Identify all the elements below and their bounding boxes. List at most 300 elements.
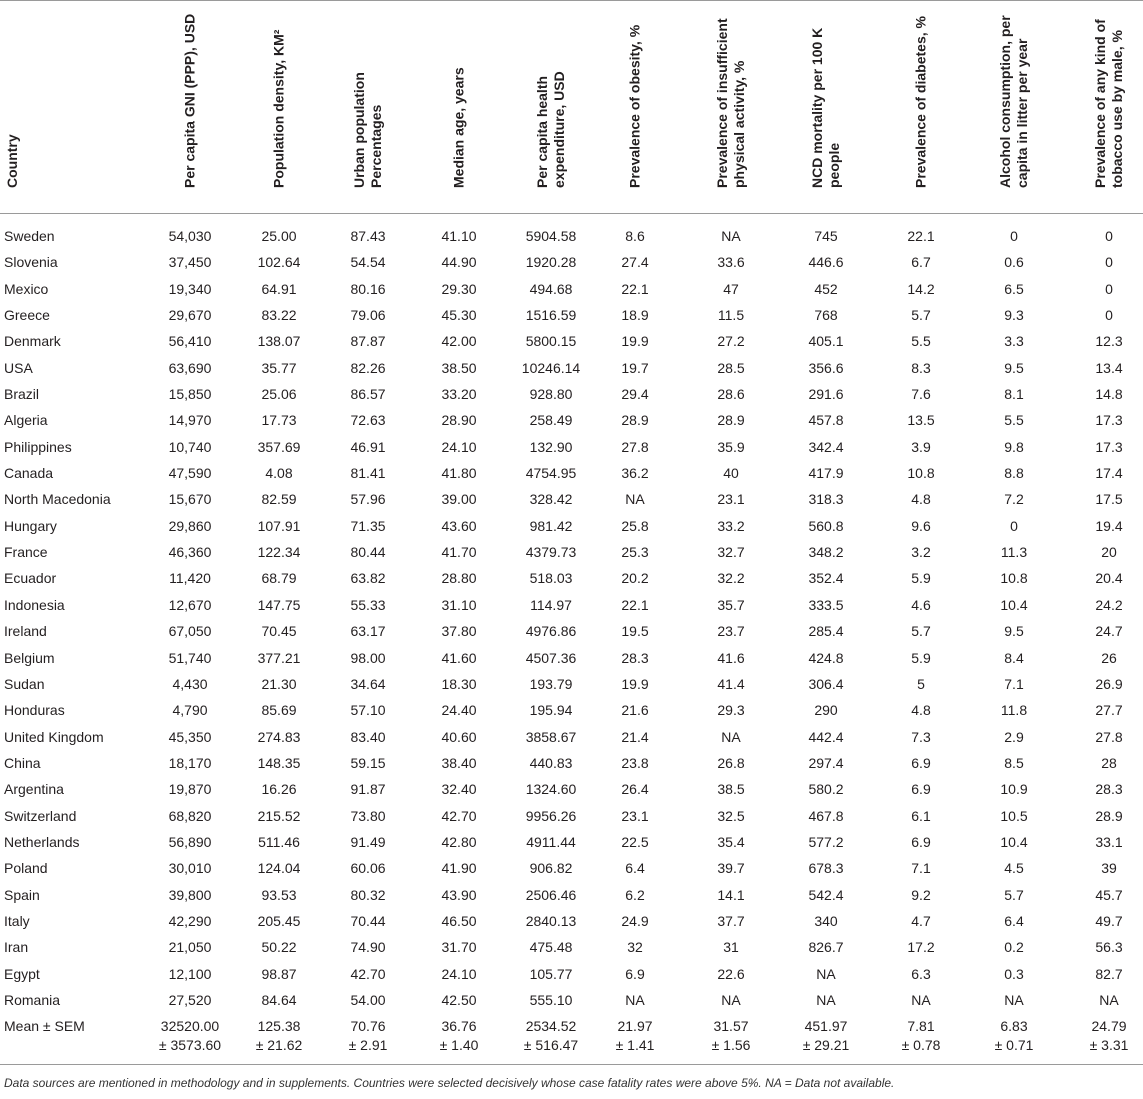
value-cell: 745 bbox=[814, 228, 838, 244]
value-cell: 56,410 bbox=[168, 333, 212, 350]
value-cell: 518.03 bbox=[529, 570, 573, 587]
value-cell: 132.90 bbox=[529, 438, 573, 455]
value-cell: 274.83 bbox=[257, 728, 301, 745]
value-cell: 107.91 bbox=[257, 517, 301, 534]
value-cell: 678.3 bbox=[808, 860, 844, 877]
value-cell: 19,870 bbox=[168, 781, 212, 798]
table-row bbox=[0, 698, 1143, 724]
value-cell: 45.7 bbox=[1095, 886, 1123, 903]
value-cell: 7.1 bbox=[1004, 675, 1024, 692]
value-cell: NA bbox=[911, 991, 931, 1008]
value-cell: 46.91 bbox=[350, 438, 386, 455]
value-cell: 41.80 bbox=[441, 465, 477, 482]
value-cell: 928.80 bbox=[529, 386, 573, 403]
value-cell: 356.6 bbox=[808, 359, 844, 376]
value-cell: 26.4 bbox=[621, 781, 649, 798]
value-cell: 37.80 bbox=[441, 623, 477, 640]
value-cell: 2506.46 bbox=[525, 886, 577, 903]
column-header bbox=[711, 4, 751, 188]
value-cell: 20.4 bbox=[1095, 570, 1123, 587]
value-cell: 73.80 bbox=[350, 807, 386, 824]
value-cell: 39.00 bbox=[441, 491, 477, 508]
value-cell: 25.3 bbox=[621, 544, 649, 561]
country-cell: Canada bbox=[4, 465, 54, 482]
value-cell: 21.30 bbox=[261, 675, 297, 692]
value-cell: 6.4 bbox=[1004, 912, 1024, 929]
value-cell: 6.7 bbox=[911, 254, 931, 271]
value-cell: NA bbox=[1099, 991, 1119, 1008]
column-header bbox=[531, 4, 571, 188]
mean-value-cell: 70.76 ± 2.91 bbox=[348, 1018, 388, 1053]
value-cell: 8.3 bbox=[911, 359, 931, 376]
value-cell: 195.94 bbox=[529, 702, 573, 719]
country-cell: Romania bbox=[4, 991, 61, 1008]
value-cell: 10,740 bbox=[168, 438, 212, 455]
value-cell: 9.8 bbox=[1004, 438, 1024, 455]
value-cell: 6.2 bbox=[625, 886, 645, 903]
country-cell: Poland bbox=[4, 860, 48, 877]
column-header-label: Alcohol consumption, per capita in litter per year bbox=[997, 15, 1030, 188]
value-cell: 28.9 bbox=[621, 412, 649, 429]
table-row bbox=[0, 461, 1143, 487]
value-cell: 7.3 bbox=[911, 728, 931, 745]
country-cell: Brazil bbox=[4, 386, 40, 403]
table-row bbox=[0, 356, 1143, 382]
value-cell: 91.87 bbox=[350, 781, 386, 798]
value-cell: 60.06 bbox=[350, 860, 386, 877]
table-row bbox=[0, 435, 1143, 461]
value-cell: 84.64 bbox=[261, 991, 297, 1008]
value-cell: 5.9 bbox=[911, 649, 931, 666]
value-cell: 54.54 bbox=[350, 254, 386, 271]
value-cell: 981.42 bbox=[529, 517, 573, 534]
value-cell: 31.70 bbox=[441, 939, 477, 956]
value-cell: 74.90 bbox=[350, 939, 386, 956]
value-cell: 4911.44 bbox=[526, 833, 576, 850]
value-cell: 27.7 bbox=[1095, 702, 1123, 719]
table-row bbox=[0, 303, 1143, 329]
value-cell: 4379.73 bbox=[525, 544, 577, 561]
value-cell: 906.82 bbox=[529, 860, 573, 877]
value-cell: 32 bbox=[627, 939, 643, 956]
country-cell: Hungary bbox=[4, 517, 57, 534]
value-cell: 10.9 bbox=[1000, 781, 1028, 798]
value-cell: 424.8 bbox=[808, 649, 844, 666]
value-cell: 26.9 bbox=[1095, 675, 1123, 692]
value-cell: 63.17 bbox=[350, 623, 386, 640]
value-cell: NA bbox=[816, 991, 836, 1008]
country-cell: Denmark bbox=[4, 333, 61, 350]
value-cell: 42.80 bbox=[441, 833, 477, 850]
value-cell: 42.00 bbox=[441, 333, 477, 350]
table-row bbox=[0, 277, 1143, 303]
value-cell: 41.10 bbox=[441, 228, 477, 244]
value-cell: 91.49 bbox=[350, 833, 386, 850]
value-cell: 297.4 bbox=[808, 754, 844, 771]
country-cell: Sweden bbox=[4, 228, 55, 244]
value-cell: 32.7 bbox=[717, 544, 745, 561]
table-row bbox=[0, 250, 1143, 276]
value-cell: 63,690 bbox=[168, 359, 212, 376]
value-cell: 442.4 bbox=[808, 728, 844, 745]
value-cell: 24.9 bbox=[621, 912, 649, 929]
value-cell: 542.4 bbox=[808, 886, 844, 903]
value-cell: 25.06 bbox=[261, 386, 297, 403]
value-cell: 0 bbox=[1010, 228, 1018, 244]
value-cell: 12,670 bbox=[168, 596, 212, 613]
value-cell: 98.00 bbox=[350, 649, 386, 666]
value-cell: 41.6 bbox=[717, 649, 745, 666]
value-cell: 70.45 bbox=[261, 623, 297, 640]
value-cell: 2.9 bbox=[1004, 728, 1024, 745]
value-cell: 357.69 bbox=[257, 438, 301, 455]
value-cell: 71.35 bbox=[350, 517, 386, 534]
column-header-label: Prevalence of insufficient physical activity, % bbox=[714, 18, 747, 188]
value-cell: 34.64 bbox=[350, 675, 386, 692]
value-cell: 10.4 bbox=[1000, 833, 1028, 850]
value-cell: NA bbox=[1004, 991, 1024, 1008]
country-cell: Greece bbox=[4, 307, 50, 324]
value-cell: 377.21 bbox=[257, 649, 301, 666]
value-cell: NA bbox=[721, 991, 741, 1008]
value-cell: 54,030 bbox=[168, 228, 212, 244]
value-cell: 46,360 bbox=[168, 544, 212, 561]
value-cell: 82.26 bbox=[350, 359, 386, 376]
value-cell: 1324.60 bbox=[525, 781, 577, 798]
value-cell: 24.10 bbox=[441, 438, 477, 455]
table-body bbox=[0, 224, 1143, 1014]
value-cell: 20.2 bbox=[621, 570, 649, 587]
column-header-label: Per capita GNI (PPP), USD bbox=[181, 13, 198, 188]
value-cell: 19.4 bbox=[1095, 517, 1123, 534]
value-cell: 68,820 bbox=[168, 807, 212, 824]
mean-value-cell: 31.57 ± 1.56 bbox=[711, 1018, 751, 1053]
value-cell: 24.40 bbox=[441, 702, 477, 719]
value-cell: 5.7 bbox=[911, 623, 931, 640]
value-cell: 333.5 bbox=[808, 596, 844, 613]
value-cell: 457.8 bbox=[808, 412, 844, 429]
value-cell: 9.2 bbox=[911, 886, 931, 903]
value-cell: 15,670 bbox=[168, 491, 212, 508]
value-cell: 35.7 bbox=[717, 596, 745, 613]
value-cell: 10.8 bbox=[1000, 570, 1028, 587]
country-cell: Mexico bbox=[4, 280, 49, 297]
value-cell: 285.4 bbox=[808, 623, 844, 640]
value-cell: 39.7 bbox=[717, 860, 745, 877]
value-cell: 7.6 bbox=[911, 386, 931, 403]
value-cell: 27.4 bbox=[621, 254, 649, 271]
table-row bbox=[0, 487, 1143, 513]
table-row bbox=[0, 646, 1143, 672]
value-cell: 55.33 bbox=[350, 596, 386, 613]
mean-value-cell: 2534.52 ± 516.47 bbox=[523, 1018, 579, 1053]
value-cell: 27.2 bbox=[717, 333, 745, 350]
country-cell: China bbox=[4, 754, 41, 771]
value-cell: 4.7 bbox=[911, 912, 931, 929]
value-cell: 4.08 bbox=[265, 465, 293, 482]
value-cell: 19,340 bbox=[168, 280, 212, 297]
value-cell: 10246.14 bbox=[521, 359, 581, 376]
value-cell: 24.10 bbox=[441, 965, 477, 982]
value-cell: 5 bbox=[917, 675, 925, 692]
value-cell: 4976.86 bbox=[525, 623, 577, 640]
value-cell: 26 bbox=[1101, 649, 1117, 666]
value-cell: 5.5 bbox=[1004, 412, 1024, 429]
value-cell: 826.7 bbox=[808, 939, 844, 956]
value-cell: 80.32 bbox=[350, 886, 386, 903]
value-cell: 28.3 bbox=[1095, 781, 1123, 798]
table-row bbox=[0, 540, 1143, 566]
table-row bbox=[0, 988, 1143, 1014]
column-header bbox=[994, 4, 1034, 188]
value-cell: 21.4 bbox=[621, 728, 649, 745]
value-cell: 768 bbox=[814, 307, 838, 324]
value-cell: 352.4 bbox=[808, 570, 844, 587]
value-cell: 1920.28 bbox=[525, 254, 577, 271]
value-cell: 290 bbox=[814, 702, 838, 719]
value-cell: 291.6 bbox=[808, 386, 844, 403]
mean-value-cell: 6.83 ± 0.71 bbox=[994, 1018, 1034, 1053]
value-cell: 8.5 bbox=[1004, 754, 1024, 771]
table-row bbox=[0, 329, 1143, 355]
value-cell: 63.82 bbox=[350, 570, 386, 587]
value-cell: 4.8 bbox=[911, 702, 931, 719]
value-cell: 0 bbox=[1010, 517, 1018, 534]
column-header-label: Population density, KM² bbox=[270, 29, 287, 188]
value-cell: 22.1 bbox=[621, 596, 649, 613]
value-cell: 14.8 bbox=[1095, 386, 1123, 403]
value-cell: 6.3 bbox=[911, 965, 931, 982]
value-cell: 29.30 bbox=[441, 280, 477, 297]
value-cell: 57.10 bbox=[350, 702, 386, 719]
value-cell: 0 bbox=[1105, 254, 1113, 271]
country-cell: United Kingdom bbox=[4, 728, 104, 745]
value-cell: 26.8 bbox=[717, 754, 745, 771]
value-cell: 28 bbox=[1101, 754, 1117, 771]
value-cell: NA bbox=[721, 228, 741, 244]
column-header-label: Median age, years bbox=[450, 67, 467, 188]
value-cell: 31.10 bbox=[441, 596, 477, 613]
value-cell: 33.1 bbox=[1095, 833, 1123, 850]
value-cell: 80.44 bbox=[350, 544, 386, 561]
value-cell: 82.7 bbox=[1095, 965, 1123, 982]
value-cell: 39 bbox=[1101, 860, 1117, 877]
country-cell: Philippines bbox=[4, 438, 72, 455]
value-cell: 577.2 bbox=[808, 833, 844, 850]
column-header bbox=[348, 4, 388, 188]
value-cell: 28.6 bbox=[717, 386, 745, 403]
country-cell: Switzerland bbox=[4, 807, 77, 824]
value-cell: 24.2 bbox=[1095, 596, 1123, 613]
value-cell: 72.63 bbox=[350, 412, 386, 429]
value-cell: 56.3 bbox=[1095, 939, 1123, 956]
value-cell: 11.8 bbox=[1000, 702, 1028, 719]
value-cell: 17.73 bbox=[261, 412, 297, 429]
value-cell: 38.5 bbox=[717, 781, 745, 798]
mean-value-cell: 451.97 ± 29.21 bbox=[802, 1018, 850, 1053]
value-cell: 3.3 bbox=[1004, 333, 1024, 350]
value-cell: 29.3 bbox=[717, 702, 745, 719]
table-row bbox=[0, 408, 1143, 434]
value-cell: 14,970 bbox=[168, 412, 212, 429]
value-cell: 44.90 bbox=[441, 254, 477, 271]
mean-value-cell: 7.81 ± 0.78 bbox=[901, 1018, 941, 1053]
value-cell: 35.77 bbox=[261, 359, 297, 376]
value-cell: 25.00 bbox=[261, 228, 297, 244]
table-top-rule bbox=[0, 0, 1143, 1]
value-cell: 36.2 bbox=[621, 465, 649, 482]
value-cell: 452 bbox=[814, 280, 838, 297]
value-cell: 23.7 bbox=[717, 623, 745, 640]
value-cell: 41.90 bbox=[441, 860, 477, 877]
country-cell: Italy bbox=[4, 912, 30, 929]
value-cell: 38.50 bbox=[441, 359, 477, 376]
value-cell: 33.6 bbox=[717, 254, 745, 271]
value-cell: 6.9 bbox=[625, 965, 645, 982]
value-cell: 17.3 bbox=[1095, 412, 1123, 429]
value-cell: 68.79 bbox=[261, 570, 297, 587]
country-cell: Iran bbox=[4, 939, 29, 956]
value-cell: 4754.95 bbox=[525, 465, 577, 482]
value-cell: 28.3 bbox=[621, 649, 649, 666]
value-cell: 467.8 bbox=[808, 807, 844, 824]
table-row bbox=[0, 751, 1143, 777]
value-cell: 28.90 bbox=[441, 412, 477, 429]
value-cell: 67,050 bbox=[168, 623, 212, 640]
mean-value-cell: 36.76 ± 1.40 bbox=[439, 1018, 479, 1053]
value-cell: 41.60 bbox=[441, 649, 477, 666]
value-cell: 7.2 bbox=[1004, 491, 1024, 508]
column-header bbox=[806, 4, 846, 188]
value-cell: 39,800 bbox=[168, 886, 212, 903]
value-cell: 6.5 bbox=[1004, 280, 1024, 297]
country-cell: USA bbox=[4, 359, 33, 376]
table-row bbox=[0, 382, 1143, 408]
value-cell: 580.2 bbox=[808, 781, 844, 798]
value-cell: 5904.58 bbox=[525, 228, 577, 244]
value-cell: 87.43 bbox=[350, 228, 386, 244]
value-cell: 15,850 bbox=[168, 386, 212, 403]
value-cell: 45.30 bbox=[441, 307, 477, 324]
value-cell: 83.40 bbox=[350, 728, 386, 745]
value-cell: 29.4 bbox=[621, 386, 649, 403]
value-cell: 17.5 bbox=[1095, 491, 1123, 508]
value-cell: 11,420 bbox=[169, 570, 211, 587]
country-cell: Netherlands bbox=[4, 833, 80, 850]
value-cell: 2840.13 bbox=[525, 912, 577, 929]
value-cell: 23.8 bbox=[621, 754, 649, 771]
value-cell: 17.3 bbox=[1095, 438, 1123, 455]
value-cell: 8.6 bbox=[625, 228, 645, 244]
value-cell: 10.8 bbox=[907, 465, 935, 482]
value-cell: 54.00 bbox=[350, 991, 386, 1008]
value-cell: 0.2 bbox=[1004, 939, 1024, 956]
column-header-label: Prevalence of any kind of tobacco use by male, % bbox=[1092, 19, 1125, 188]
mean-value-cell: 32520.00 ± 3573.60 bbox=[158, 1018, 222, 1053]
value-cell: 98.87 bbox=[261, 965, 297, 982]
value-cell: 12,100 bbox=[168, 965, 212, 982]
value-cell: 28.9 bbox=[717, 412, 745, 429]
value-cell: 79.06 bbox=[350, 307, 386, 324]
value-cell: 8.1 bbox=[1004, 386, 1024, 403]
table-row bbox=[0, 725, 1143, 751]
value-cell: 9.6 bbox=[911, 517, 931, 534]
value-cell: 70.44 bbox=[350, 912, 386, 929]
value-cell: 417.9 bbox=[808, 465, 844, 482]
value-cell: 18,170 bbox=[168, 754, 212, 771]
value-cell: 33.20 bbox=[441, 386, 477, 403]
value-cell: 405.1 bbox=[808, 333, 844, 350]
value-cell: 9.5 bbox=[1004, 359, 1024, 376]
value-cell: 215.52 bbox=[257, 807, 301, 824]
value-cell: 13.4 bbox=[1095, 359, 1123, 376]
value-cell: NA bbox=[816, 965, 836, 982]
value-cell: 555.10 bbox=[529, 991, 573, 1008]
value-cell: 83.22 bbox=[261, 307, 297, 324]
country-cell: Ireland bbox=[4, 623, 47, 640]
country-cell: Honduras bbox=[4, 702, 65, 719]
value-cell: 38.40 bbox=[441, 754, 477, 771]
country-cell: Spain bbox=[4, 886, 40, 903]
value-cell: 56,890 bbox=[168, 833, 212, 850]
value-cell: 4.5 bbox=[1004, 860, 1024, 877]
value-cell: 9.5 bbox=[1004, 623, 1024, 640]
value-cell: 32.40 bbox=[441, 781, 477, 798]
country-cell: France bbox=[4, 544, 48, 561]
value-cell: 16.26 bbox=[261, 781, 297, 798]
value-cell: 258.49 bbox=[529, 412, 573, 429]
value-cell: 5.5 bbox=[911, 333, 931, 350]
value-cell: 42,290 bbox=[168, 912, 212, 929]
value-cell: 9956.26 bbox=[525, 807, 577, 824]
country-cell: Egypt bbox=[4, 965, 40, 982]
value-cell: 4,790 bbox=[172, 702, 208, 719]
value-cell: NA bbox=[721, 728, 741, 745]
value-cell: 41.4 bbox=[717, 675, 745, 692]
value-cell: 30,010 bbox=[168, 860, 212, 877]
value-cell: 31 bbox=[723, 939, 739, 956]
mean-value-cell: 24.79 ± 3.31 bbox=[1089, 1018, 1129, 1053]
value-cell: 47 bbox=[723, 280, 739, 297]
value-cell: 46.50 bbox=[441, 912, 477, 929]
value-cell: 22.6 bbox=[717, 965, 745, 982]
value-cell: 64.91 bbox=[261, 280, 297, 297]
value-cell: 27,520 bbox=[168, 991, 212, 1008]
value-cell: 8.8 bbox=[1004, 465, 1024, 482]
country-cell: Slovenia bbox=[4, 254, 58, 271]
table-row bbox=[0, 935, 1143, 961]
value-cell: 22.1 bbox=[621, 280, 649, 297]
table-row bbox=[0, 830, 1143, 856]
value-cell: 6.9 bbox=[911, 833, 931, 850]
value-cell: 475.48 bbox=[529, 939, 573, 956]
value-cell: 45,350 bbox=[168, 728, 212, 745]
value-cell: 328.42 bbox=[529, 491, 573, 508]
table-row bbox=[0, 514, 1143, 540]
value-cell: 22.5 bbox=[621, 833, 649, 850]
table-row bbox=[0, 672, 1143, 698]
column-header bbox=[259, 4, 299, 188]
value-cell: 440.83 bbox=[529, 754, 573, 771]
value-cell: 318.3 bbox=[808, 491, 844, 508]
value-cell: 27.8 bbox=[1095, 728, 1123, 745]
table-row bbox=[0, 804, 1143, 830]
value-cell: 5.7 bbox=[1004, 886, 1024, 903]
country-cell: Indonesia bbox=[4, 596, 65, 613]
value-cell: 4,430 bbox=[172, 675, 208, 692]
value-cell: 4507.36 bbox=[525, 649, 577, 666]
value-cell: 11.5 bbox=[717, 307, 745, 324]
